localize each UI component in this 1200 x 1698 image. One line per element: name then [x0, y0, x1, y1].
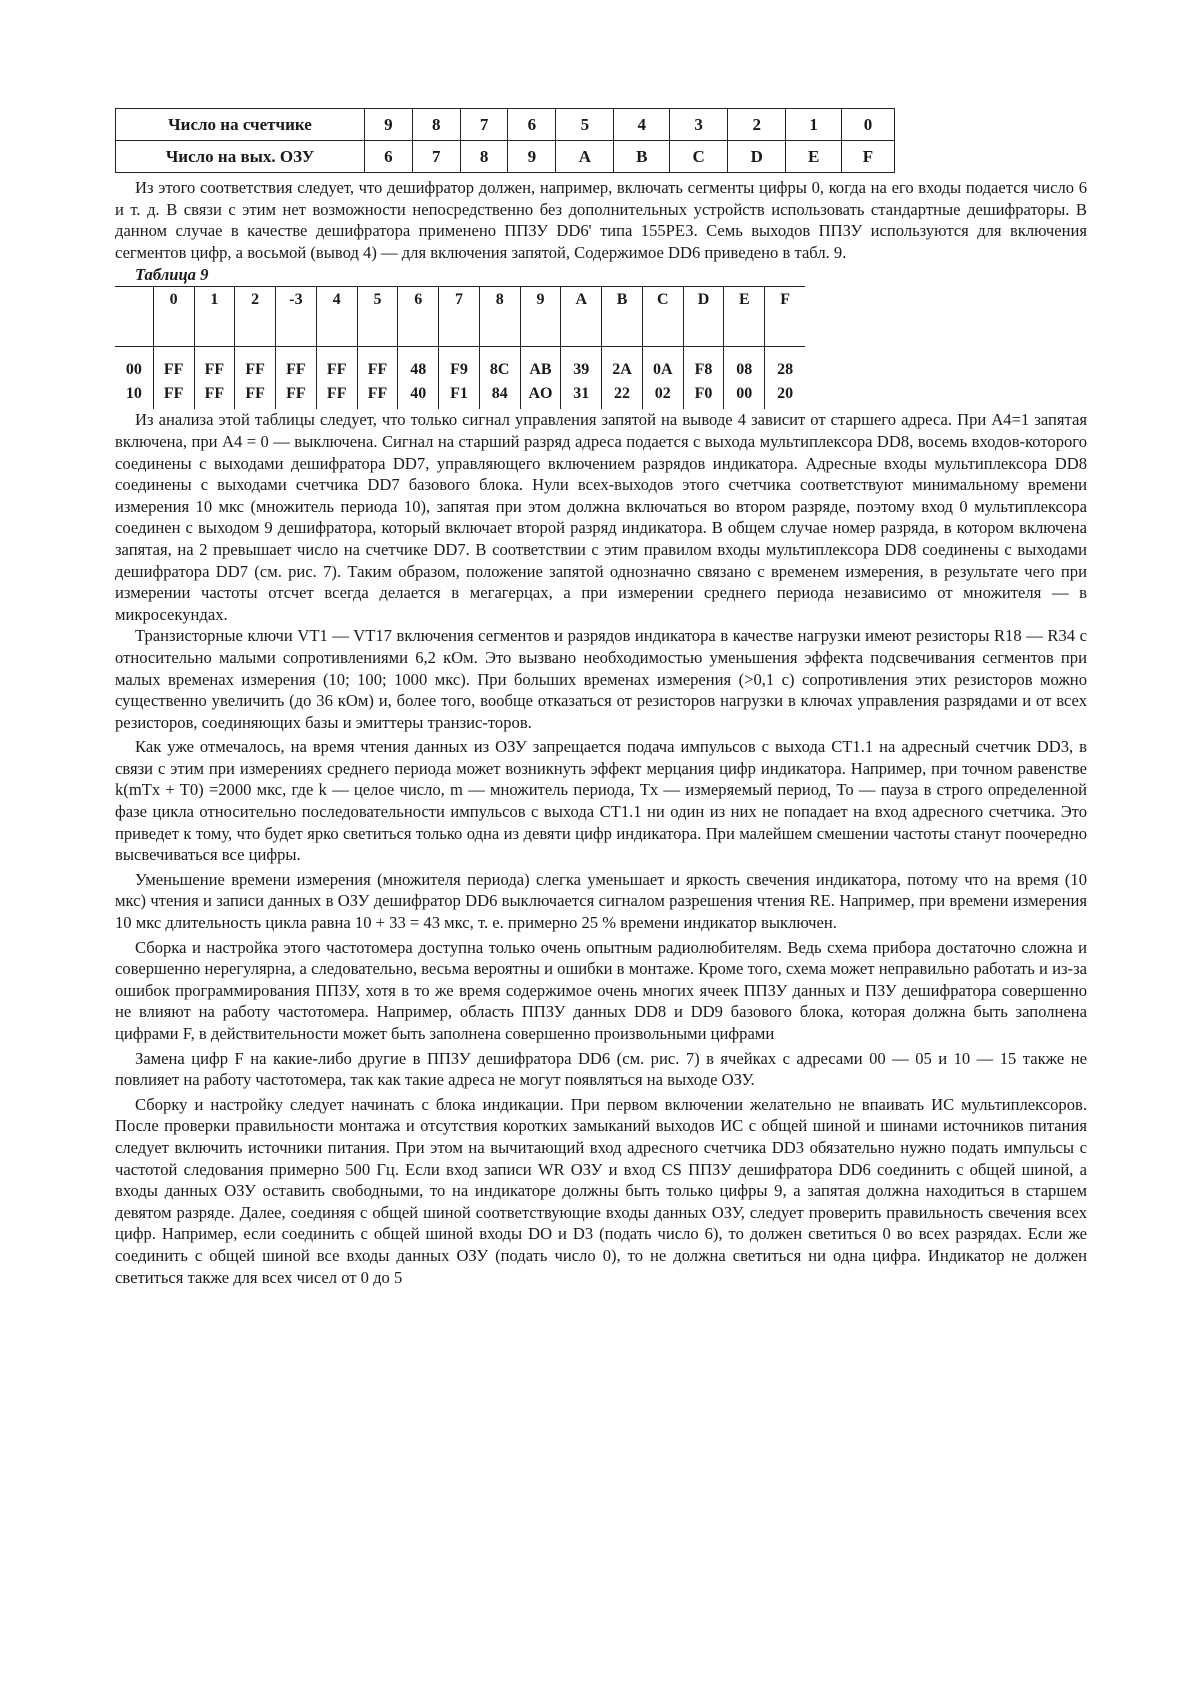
table-row — [115, 379, 805, 409]
table-cell: 84 — [479, 379, 520, 409]
table-cell: FF — [276, 347, 317, 380]
table-cell: A — [556, 141, 614, 173]
table-cell: FF — [153, 379, 194, 409]
column-header: 9 — [520, 287, 561, 347]
table-cell: 31 — [561, 379, 602, 409]
table-cell: 6 — [365, 141, 413, 173]
corner-cell — [115, 287, 153, 347]
table-cell: FF — [316, 347, 357, 380]
paragraph-6: Сборка и настройка этого частотомера доступна только очень опытным радиолюбителям. Ведь схема прибора достаточно сложна и совершенно нерегулярна, а следовательно, весьма вероятны и ошибки в монтаже. Кроме того, схема может неправильно работать и из-за ошибок программирования ППЗУ, хотя в то же время содержимое очень многих ячеек ППЗУ данных и ПЗУ дешифратора совершенно не влияют на работу частотомера. Например, область ППЗУ данных DD8 и DD9 базового блока, которая должна быть заполнена цифрами F, в действительности может быть заполнена совершенно произвольными цифрами — [115, 937, 1087, 1043]
table-cell: 1 — [786, 109, 842, 141]
paragraph-1: Из этого соответствия следует, что дешифратор должен, например, включать сегменты цифры 0, когда на его входы подается число 6 и т. д. В связи с этим нет возможности непосредственно без дополнительных устройств использовать стандартные дешифраторы. В данном случае в качестве дешифратора применено ППЗУ DD6' типа 155РЕЗ. Семь выходов ППЗУ используются для включения сегментов цифр, а восьмой (вывод 4) — для включения запятой, Содержимое DD6 приведено в табл. 9. — [115, 178, 1087, 262]
column-header: -3 — [276, 287, 317, 347]
table-cell: AB — [520, 347, 561, 380]
table-cell: 3 — [670, 109, 728, 141]
column-header: C — [642, 287, 683, 347]
document-page — [115, 108, 1087, 1288]
table-cell: F8 — [683, 347, 724, 380]
table-cell: FF — [235, 379, 276, 409]
table-cell: F9 — [439, 347, 480, 380]
table-cell: 8 — [412, 109, 460, 141]
table-row — [116, 141, 895, 173]
table-cell: 8C — [479, 347, 520, 380]
table-header-row — [115, 287, 805, 347]
row-label: 00 — [115, 347, 153, 380]
table-row — [115, 347, 805, 380]
table-cell: 6 — [508, 109, 556, 141]
table-cell: 22 — [602, 379, 643, 409]
paragraph-3: Транзисторные ключи VT1 — VT17 включения сегментов и разрядов индикатора в качестве нагрузки имеют резисторы R18 — R34 с относительно малыми сопротивлениями 6,2 кОм. Это вызвано необходимостью уменьшения эффекта подсвечивания сегментов при малых временах измерения (10; 100; 1000 мкс). При больших временах измерения (>0,1 с) сопротивления этих резисторов можно существенно увеличить (до 36 кОм) и, более того, вообще отказаться от резисторов нагрузки в ключах управления разрядами и от всех резисторов, соединяющих базы и эмиттеры транзис-торов. — [115, 626, 1087, 732]
table-cell: 08 — [724, 347, 765, 380]
column-header: 6 — [398, 287, 439, 347]
table9-caption: Таблица 9 — [135, 265, 209, 285]
table-cell: 9 — [365, 109, 413, 141]
table-cell: FF — [194, 379, 235, 409]
row-label: Число на вых. ОЗУ — [116, 141, 365, 173]
column-header: 0 — [153, 287, 194, 347]
table-cell: F — [841, 141, 894, 173]
table-cell: 9 — [508, 141, 556, 173]
table-cell: 0A — [642, 347, 683, 380]
column-header: 5 — [357, 287, 398, 347]
table-cell: FF — [276, 379, 317, 409]
paragraph-7: Замена цифр F на какие-либо другие в ППЗУ дешифратора DD6 (см. рис. 7) в ячейках с адресами 00 — 05 и 10 — 15 также не повлияет на работу частотомера, так как такие адреса не могут появляться на выходе ОЗУ. — [115, 1048, 1087, 1090]
paragraph-5: Уменьшение времени измерения (множителя периода) слегка уменьшает и яркость свечения индикатора, потому что на время (10 мкс) чтения и записи данных в ОЗУ дешифратор DD6 выключается сигналом разрешения чтения RE. Например, при времени измерения 10 мкс длительность цикла равна 10 + 33 = 43 мкс, т. е. примерно 25 % времени индикатор выключен. — [115, 869, 1087, 933]
row-label: 10 — [115, 379, 153, 409]
table-9 — [115, 286, 805, 409]
table-cell: FF — [153, 347, 194, 380]
table-cell: 4 — [614, 109, 670, 141]
table-cell: D — [728, 141, 786, 173]
table-row — [116, 109, 895, 141]
table-cell: 7 — [460, 109, 508, 141]
row-label: Число на счетчике — [116, 109, 365, 141]
counter-ram-table — [115, 108, 895, 173]
table-cell: FF — [316, 379, 357, 409]
table-cell: F1 — [439, 379, 480, 409]
table-cell: 5 — [556, 109, 614, 141]
table-cell: FF — [357, 347, 398, 380]
table-cell: 28 — [765, 347, 805, 380]
column-header: F — [765, 287, 805, 347]
table-cell: FF — [235, 347, 276, 380]
table-cell: C — [670, 141, 728, 173]
column-header: A — [561, 287, 602, 347]
column-header: B — [602, 287, 643, 347]
table-cell: 48 — [398, 347, 439, 380]
table-cell: E — [786, 141, 842, 173]
table-cell: 2 — [728, 109, 786, 141]
table-cell: F0 — [683, 379, 724, 409]
paragraph-4: Как уже отмечалось, на время чтения данных из ОЗУ запрещается подача импульсов с выхода СТ1.1 на адресный счетчик DD3, в связи с этим при измерениях среднего периода может возникнуть эффект мерцания цифр индикатора. Например, при точном равенстве k(mTx + T0) =2000 мкс, где k — целое число, m — множитель периода, Tx — измеряемый период, To — пауза в строго определенной фазе цикла относительно последовательности импульсов с выхода СТ1.1 ни один из них не попадает на вход адресного счетчика. Это приведет к тому, что будет ярко светиться только одна из девяти цифр индикатора. При малейшем смешении частоты станут поочередно высвечиваться все цифры. — [115, 737, 1087, 865]
column-header: 4 — [316, 287, 357, 347]
paragraph-8: Сборку и настройку следует начинать с блока индикации. При первом включении желательно не впаивать ИС мультиплексоров. После проверки правильности монтажа и отсутствия коротких замыканий выходов ИС с общей шиной и шинами источников питания следует включить источники питания. При этом на вычитающий вход адресного счетчика DD3 обязательно нужно подать импульсы с частотой следования примерно 500 Гц. Если вход записи WR ОЗУ и вход CS ППЗУ дешифратора DD6 соединить с общей шиной, а входы данных ОЗУ оставить свободными, то на индикаторе должны быть только цифры 9, а запятая должна находиться в старшем девятом разряде. Далее, соединяя с общей шиной соответствующие входы данных ОЗУ, следует проверить правильность свечения всех цифр. Например, если соединить с общей шиной входы DO и D3 (подать число 6), то должен светиться 0 во всех разрядах. Если же соединить с общей шиной все входы данных ОЗУ (подать число 0), то не должна светиться ни одна цифра. Индикатор не должен светиться также для всех чисел от 0 до 5 — [115, 1094, 1087, 1287]
column-header: 2 — [235, 287, 276, 347]
column-header: E — [724, 287, 765, 347]
table-cell: FF — [194, 347, 235, 380]
table-cell: 02 — [642, 379, 683, 409]
column-header: 8 — [479, 287, 520, 347]
table-cell: 00 — [724, 379, 765, 409]
table-cell: 39 — [561, 347, 602, 380]
table-cell: 40 — [398, 379, 439, 409]
table-cell: 8 — [460, 141, 508, 173]
table-cell: AO — [520, 379, 561, 409]
column-header: 7 — [439, 287, 480, 347]
table-cell: 7 — [412, 141, 460, 173]
table-cell: FF — [357, 379, 398, 409]
table-cell: 20 — [765, 379, 805, 409]
column-header: D — [683, 287, 724, 347]
table-cell: 2A — [602, 347, 643, 380]
table-cell: B — [614, 141, 670, 173]
table-cell: 0 — [841, 109, 894, 141]
paragraph-2: Из анализа этой таблицы следует, что только сигнал управления запятой на выводе 4 зависит от старшего адреса. При А4=1 запятая включена, при А4 = 0 — выключена. Сигнал на старший разряд адреса подается с выхода мультиплексора DD8, восемь входов-которого соединены с выходами дешифратора DD7, управляющего включением разрядов индикатора. Адресные входы мультиплексора DD8 соединены с выходами счетчика DD7 базового блока. Нули всех-выходов этого счетчика соответствуют минимальному времени измерения 10 мкс (множитель периода 10), запятая при этом должна включаться во втором разряде, поэтому вход 0 мультиплексора соединен с выходом 9 дешифратора, который включает второй разряд индикатора. В общем случае номер разряда, в котором включена запятая, на 2 превышает число на счетчике DD7. В соответствии с этим правилом входы мультиплексора DD8 соединены с выходами дешифратора DD7 (см. рис. 7). Таким образом, положение запятой однозначно связано с временем измерения, в результате чего при измерении частоты отсчет всегда делается в мегагерцах, а при измерении среднего периода независимо от множителя — в микросекундах. — [115, 410, 1087, 624]
column-header: 1 — [194, 287, 235, 347]
